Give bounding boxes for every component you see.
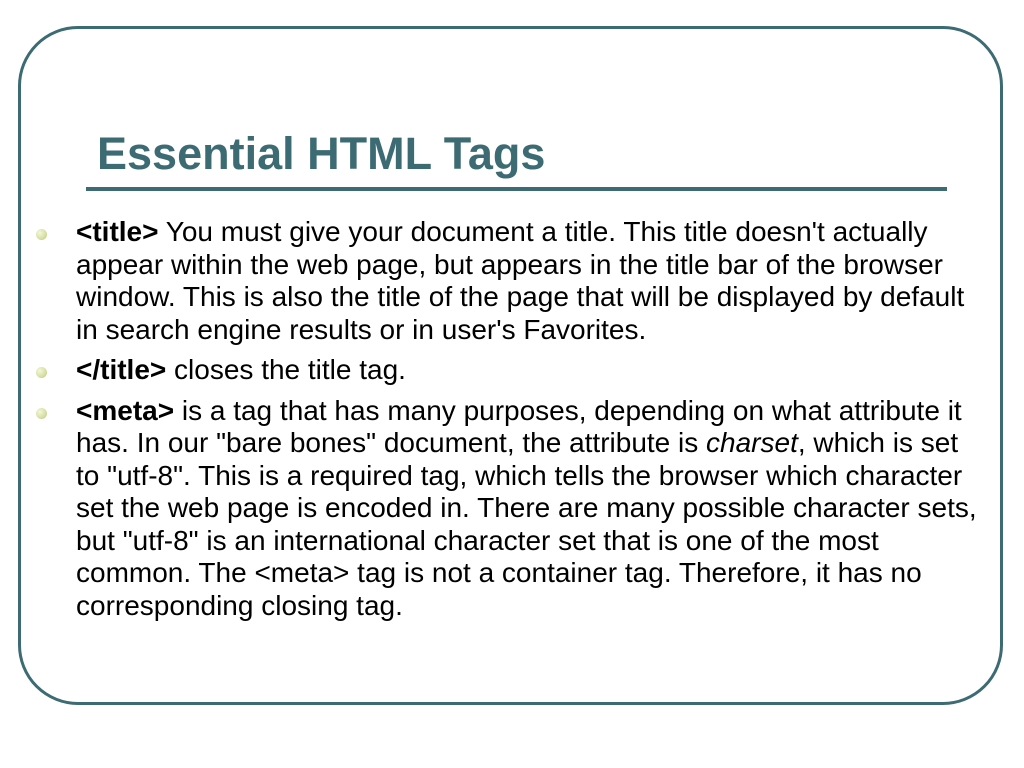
bullet-dot-icon [36, 229, 47, 240]
bullet-dot-icon [36, 367, 47, 378]
bullet-tag-label: </title> [76, 354, 167, 385]
bullet-title-tag [36, 216, 986, 346]
bullet-tag-label: <meta> [76, 394, 175, 426]
bullet-emphasis: charset [706, 427, 798, 458]
bullet-list [36, 216, 986, 630]
bullet-meta-tag [36, 395, 986, 623]
slide-title: Essential HTML Tags [97, 128, 546, 179]
bullet-text: closes the title tag. [166, 354, 406, 385]
title-underline [86, 187, 947, 191]
bullet-tag-label: <title> [76, 216, 159, 247]
bullet-text: You must give your document a title. This title doesn't actually appear within the web page, but appears in the title bar of the browser window. This is also the title of the page that will be displayed by default in search engine results or in user's Favorites. [76, 216, 965, 345]
bullet-text-before: is a tag that has many purposes, depending on what attribute it has. In our "bare bones" document, the attribute is [76, 394, 962, 458]
bullet-dot-icon [36, 408, 47, 419]
bullet-close-title-tag [36, 354, 986, 387]
bullet-text-after: , which is set to "utf-8". This is a required tag, which tells the browser which character set the web page is encoded in. There are many possible character sets, but "utf-8" is an international character set that is one of the most common. The <meta> tag is not a container tag. Therefore, it has no corresponding closing tag. [76, 427, 977, 621]
